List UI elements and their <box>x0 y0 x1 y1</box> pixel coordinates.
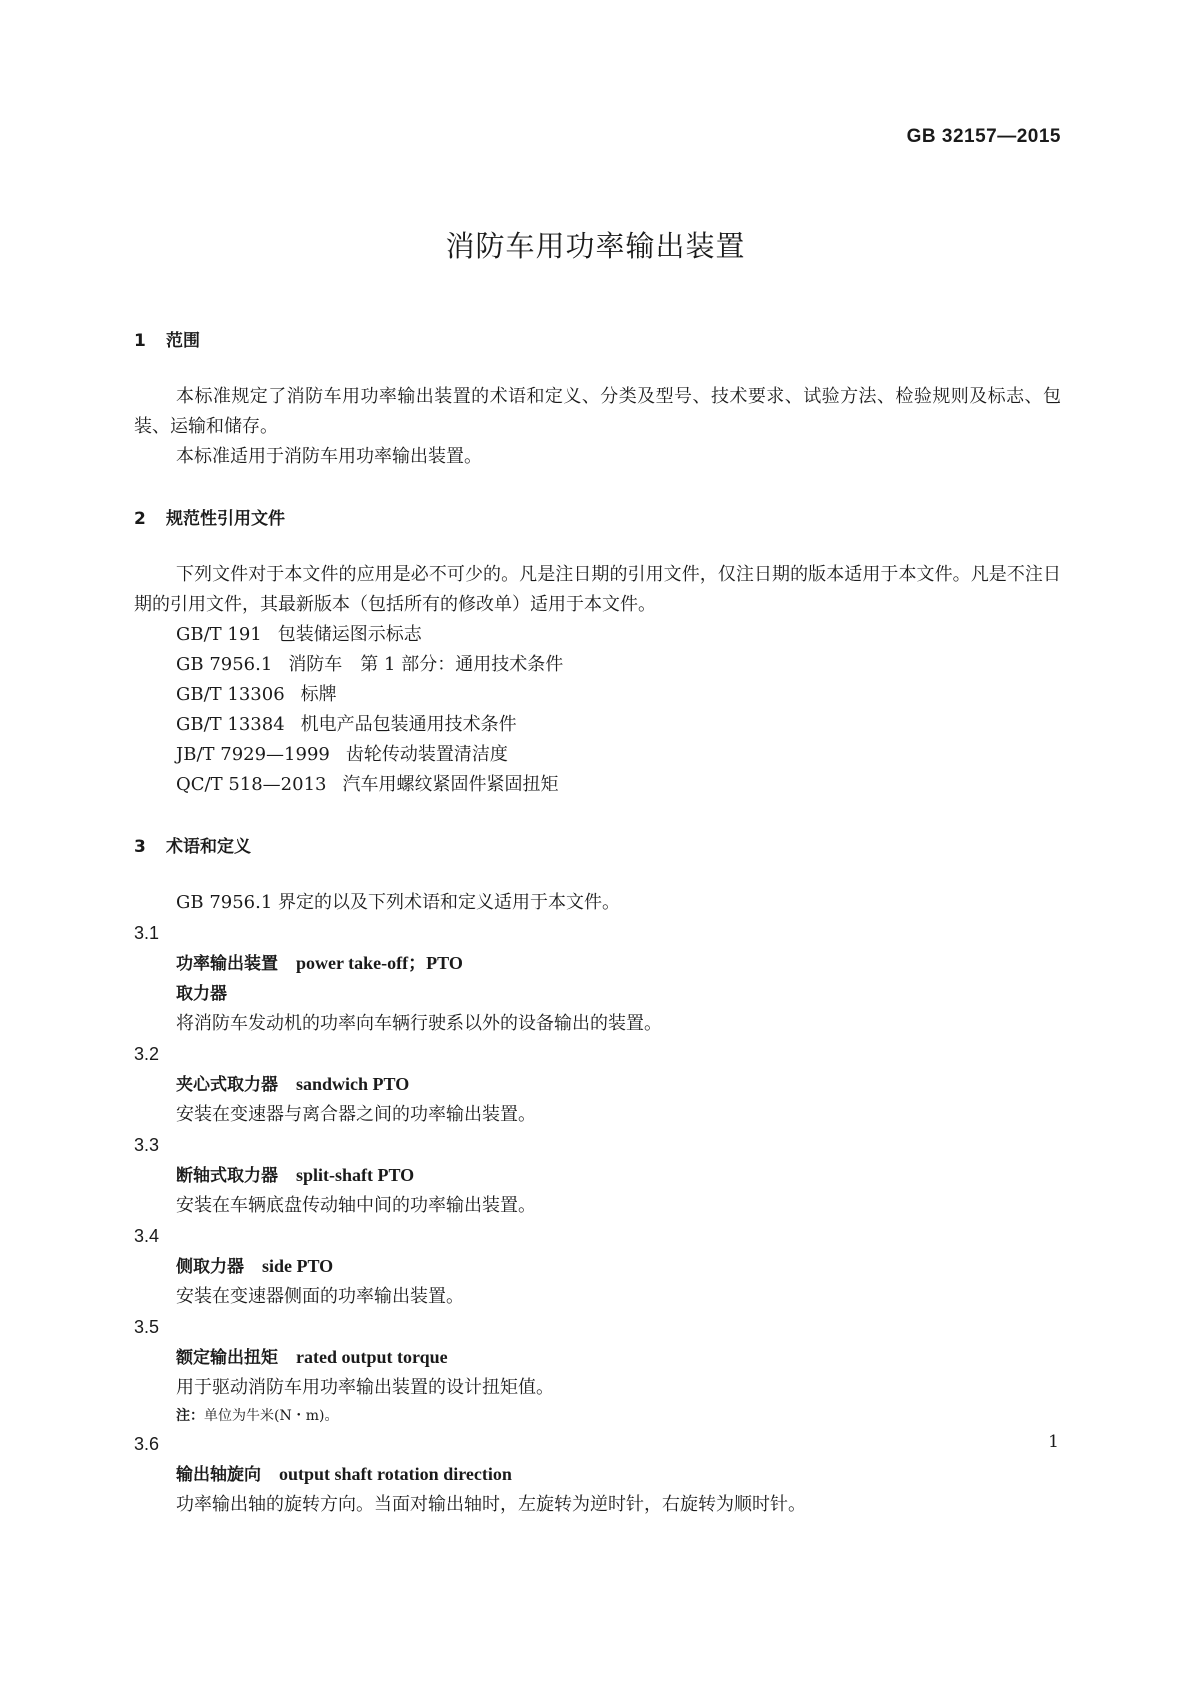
references-intro: 下列文件对于本文件的应用是必不可少的。凡是注日期的引用文件，仅注日期的版本适用于本文件。凡是不注日期的引用文件，其最新版本（包括所有的修改单）适用于本文件。 <box>134 564 1061 615</box>
term-entry <box>134 1130 1061 1221</box>
list-item <box>134 770 1061 800</box>
list-item <box>134 740 1061 770</box>
term-entry <box>134 1312 1061 1429</box>
term-name-zh: 夹心式取力器 <box>176 1075 278 1095</box>
term-definition: 安装在变速器侧面的功率输出装置。 <box>176 1286 464 1307</box>
list-item <box>134 650 1061 680</box>
reference-code: GB 7956.1 <box>176 654 273 675</box>
reference-code: GB/T 13384 <box>176 714 285 735</box>
reference-title: 齿轮传动装置清洁度 <box>345 744 508 765</box>
term-heading <box>134 1160 1061 1191</box>
list-item <box>134 710 1061 740</box>
term-number: 3.6 <box>134 1434 160 1454</box>
term-definition: 功率输出轴的旋转方向。当面对输出轴时，左旋转为逆时针，右旋转为顺时针。 <box>176 1494 806 1515</box>
section-title: 规范性引用文件 <box>166 509 285 529</box>
list-item <box>134 620 1061 650</box>
term-name-zh: 侧取力器 <box>176 1257 244 1277</box>
term-definition: 安装在变速器与离合器之间的功率输出装置。 <box>176 1104 536 1125</box>
section-title: 术语和定义 <box>166 837 251 857</box>
reference-code: JB/T 7929—1999 <box>176 744 330 765</box>
reference-title: 标牌 <box>300 684 337 705</box>
section-3-heading <box>134 834 1061 860</box>
term-name-zh: 断轴式取力器 <box>176 1166 278 1186</box>
list-item <box>134 680 1061 710</box>
reference-title: 消防车 第 1 部分：通用技术条件 <box>288 654 564 675</box>
section-number: 1 <box>134 331 146 351</box>
term-entry <box>134 1221 1061 1312</box>
scope-paragraph: 本标准规定了消防车用功率输出装置的术语和定义、分类及型号、技术要求、试验方法、检验规则及标志、包装、运输和储存。 <box>134 386 1061 437</box>
term-number: 3.3 <box>134 1135 160 1155</box>
term-name-zh: 额定输出扭矩 <box>176 1348 278 1368</box>
reference-code: GB/T 191 <box>176 624 262 645</box>
term-number: 3.4 <box>134 1226 160 1246</box>
reference-code: QC/T 518—2013 <box>176 774 327 795</box>
term-heading <box>134 1069 1061 1100</box>
term-definition: 安装在车辆底盘传动轴中间的功率输出装置。 <box>176 1195 536 1216</box>
term-name-en: sandwich PTO <box>296 1074 410 1094</box>
note-label: 注： <box>176 1408 204 1424</box>
reference-code: GB/T 13306 <box>176 684 285 705</box>
term-name-en: output shaft rotation direction <box>279 1464 512 1484</box>
term-alternate <box>134 979 1061 1009</box>
term-number: 3.2 <box>134 1044 160 1064</box>
document-body <box>134 328 1061 1520</box>
term-name-en: split-shaft PTO <box>296 1165 415 1185</box>
term-name-zh: 功率输出装置 <box>176 954 278 974</box>
term-heading <box>134 1342 1061 1373</box>
section-number: 3 <box>134 837 146 857</box>
term-entry <box>134 1429 1061 1520</box>
page-number: 1 <box>1048 1432 1059 1452</box>
reference-title: 机电产品包装通用技术条件 <box>300 714 517 735</box>
term-entry <box>134 1039 1061 1130</box>
reference-title: 包装储运图示标志 <box>277 624 422 645</box>
term-alt-name: 取力器 <box>176 984 227 1004</box>
term-heading <box>134 948 1061 979</box>
scope-paragraph: 本标准适用于消防车用功率输出装置。 <box>176 446 482 467</box>
term-note <box>134 1403 1061 1429</box>
term-heading <box>134 1459 1061 1490</box>
section-2-heading <box>134 506 1061 532</box>
term-heading <box>134 1251 1061 1282</box>
note-text: 单位为牛米(N・m)。 <box>204 1408 339 1424</box>
terms-intro: GB 7956.1 界定的以及下列术语和定义适用于本文件。 <box>176 892 621 913</box>
section-1-heading <box>134 328 1061 354</box>
reference-title: 汽车用螺纹紧固件紧固扭矩 <box>342 774 559 795</box>
reference-list <box>134 620 1061 800</box>
term-name-en: side PTO <box>262 1256 334 1276</box>
term-definition: 用于驱动消防车用功率输出装置的设计扭矩值。 <box>176 1377 554 1398</box>
term-number: 3.5 <box>134 1317 160 1337</box>
section-number: 2 <box>134 509 146 529</box>
term-name-en: rated output torque <box>296 1347 448 1367</box>
term-definition: 将消防车发动机的功率向车辆行驶系以外的设备输出的装置。 <box>176 1013 662 1034</box>
document-title: 消防车用功率输出装置 <box>445 229 746 263</box>
term-number: 3.1 <box>134 923 160 943</box>
term-entry <box>134 918 1061 1039</box>
section-title: 范围 <box>166 331 200 351</box>
term-name-zh: 输出轴旋向 <box>176 1465 261 1485</box>
term-name-en: power take-off；PTO <box>296 953 463 973</box>
standard-code: GB 32157—2015 <box>906 126 1061 147</box>
